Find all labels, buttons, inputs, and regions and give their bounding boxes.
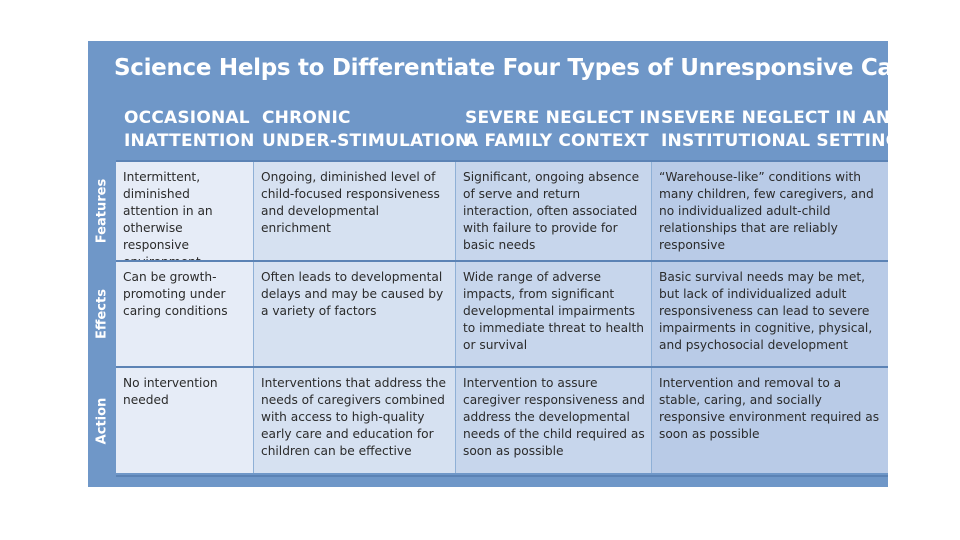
table-cell: Intervention and removal to a stable, caring, and socially responsive environment required as soon as possible: [652, 368, 888, 473]
column-header-line: SEVERE NEGLECT IN AN: [661, 108, 891, 128]
table-cell: No intervention needed: [116, 368, 254, 473]
table-cell: Interventions that address the needs of caregivers combined with access to high-quality early care and education for children can be effective: [254, 368, 456, 473]
column-header-line: A FAMILY CONTEXT: [465, 131, 649, 151]
table-cell: Ongoing, diminished level of child-focused responsiveness and developmental enrichment: [254, 162, 456, 260]
table-cell: Intervention to assure caregiver responsiveness and address the developmental needs of the child required as soon as possible: [456, 368, 652, 473]
table-cell: Intermittent, diminished attention in an otherwise responsive: [116, 162, 254, 260]
table-cell: “Warehouse-like” conditions with many children, few caregivers, and no individualized adult-child relationships that are reliably responsive: [652, 162, 888, 260]
row-label-effects: [88, 262, 116, 366]
table-cell: Significant, ongoing absence of serve and return interaction, often associated with failure to provide for basic needs: [456, 162, 652, 260]
row-label-features: [88, 162, 116, 260]
column-header-line: SEVERE NEGLECT IN: [465, 108, 661, 128]
table-cell: Often leads to developmental delays and may be caused by a variety of factors: [254, 262, 456, 366]
column-header-neglect-institutional: [661, 107, 900, 153]
row-label-action: [88, 368, 116, 473]
table-title: Science Helps to Differentiate Four Types of Unresponsive Care: [114, 55, 919, 81]
column-header-line: INSTITUTIONAL SETTING: [661, 131, 900, 151]
column-header-line: CHRONIC: [262, 108, 351, 128]
row-label-text: Features: [94, 178, 110, 244]
table-cell: Can be growth-promoting under caring conditions: [116, 262, 254, 366]
column-header-line: OCCASIONAL: [124, 108, 250, 128]
column-header-line: UNDER-STIMULATION: [262, 131, 470, 151]
table-cell: Basic survival needs may be met, but lack of individualized adult responsiveness can lead to severe impairments in cognitive, physical, and psychosocial development: [652, 262, 888, 366]
column-header-occasional-inattention: [124, 107, 255, 153]
column-header-neglect-family: [465, 107, 660, 153]
row-label-text: Effects: [94, 289, 110, 339]
table-cell: Wide range of adverse impacts, from significant developmental impairments to immediate threat to health or survival: [456, 262, 652, 366]
comparison-table: [116, 160, 888, 477]
column-header-line: INATTENTION: [124, 131, 255, 151]
unresponsive-care-table-panel: [88, 41, 919, 487]
row-label-text: Action: [94, 397, 110, 444]
column-header-chronic-under-stimulation: [262, 107, 469, 153]
